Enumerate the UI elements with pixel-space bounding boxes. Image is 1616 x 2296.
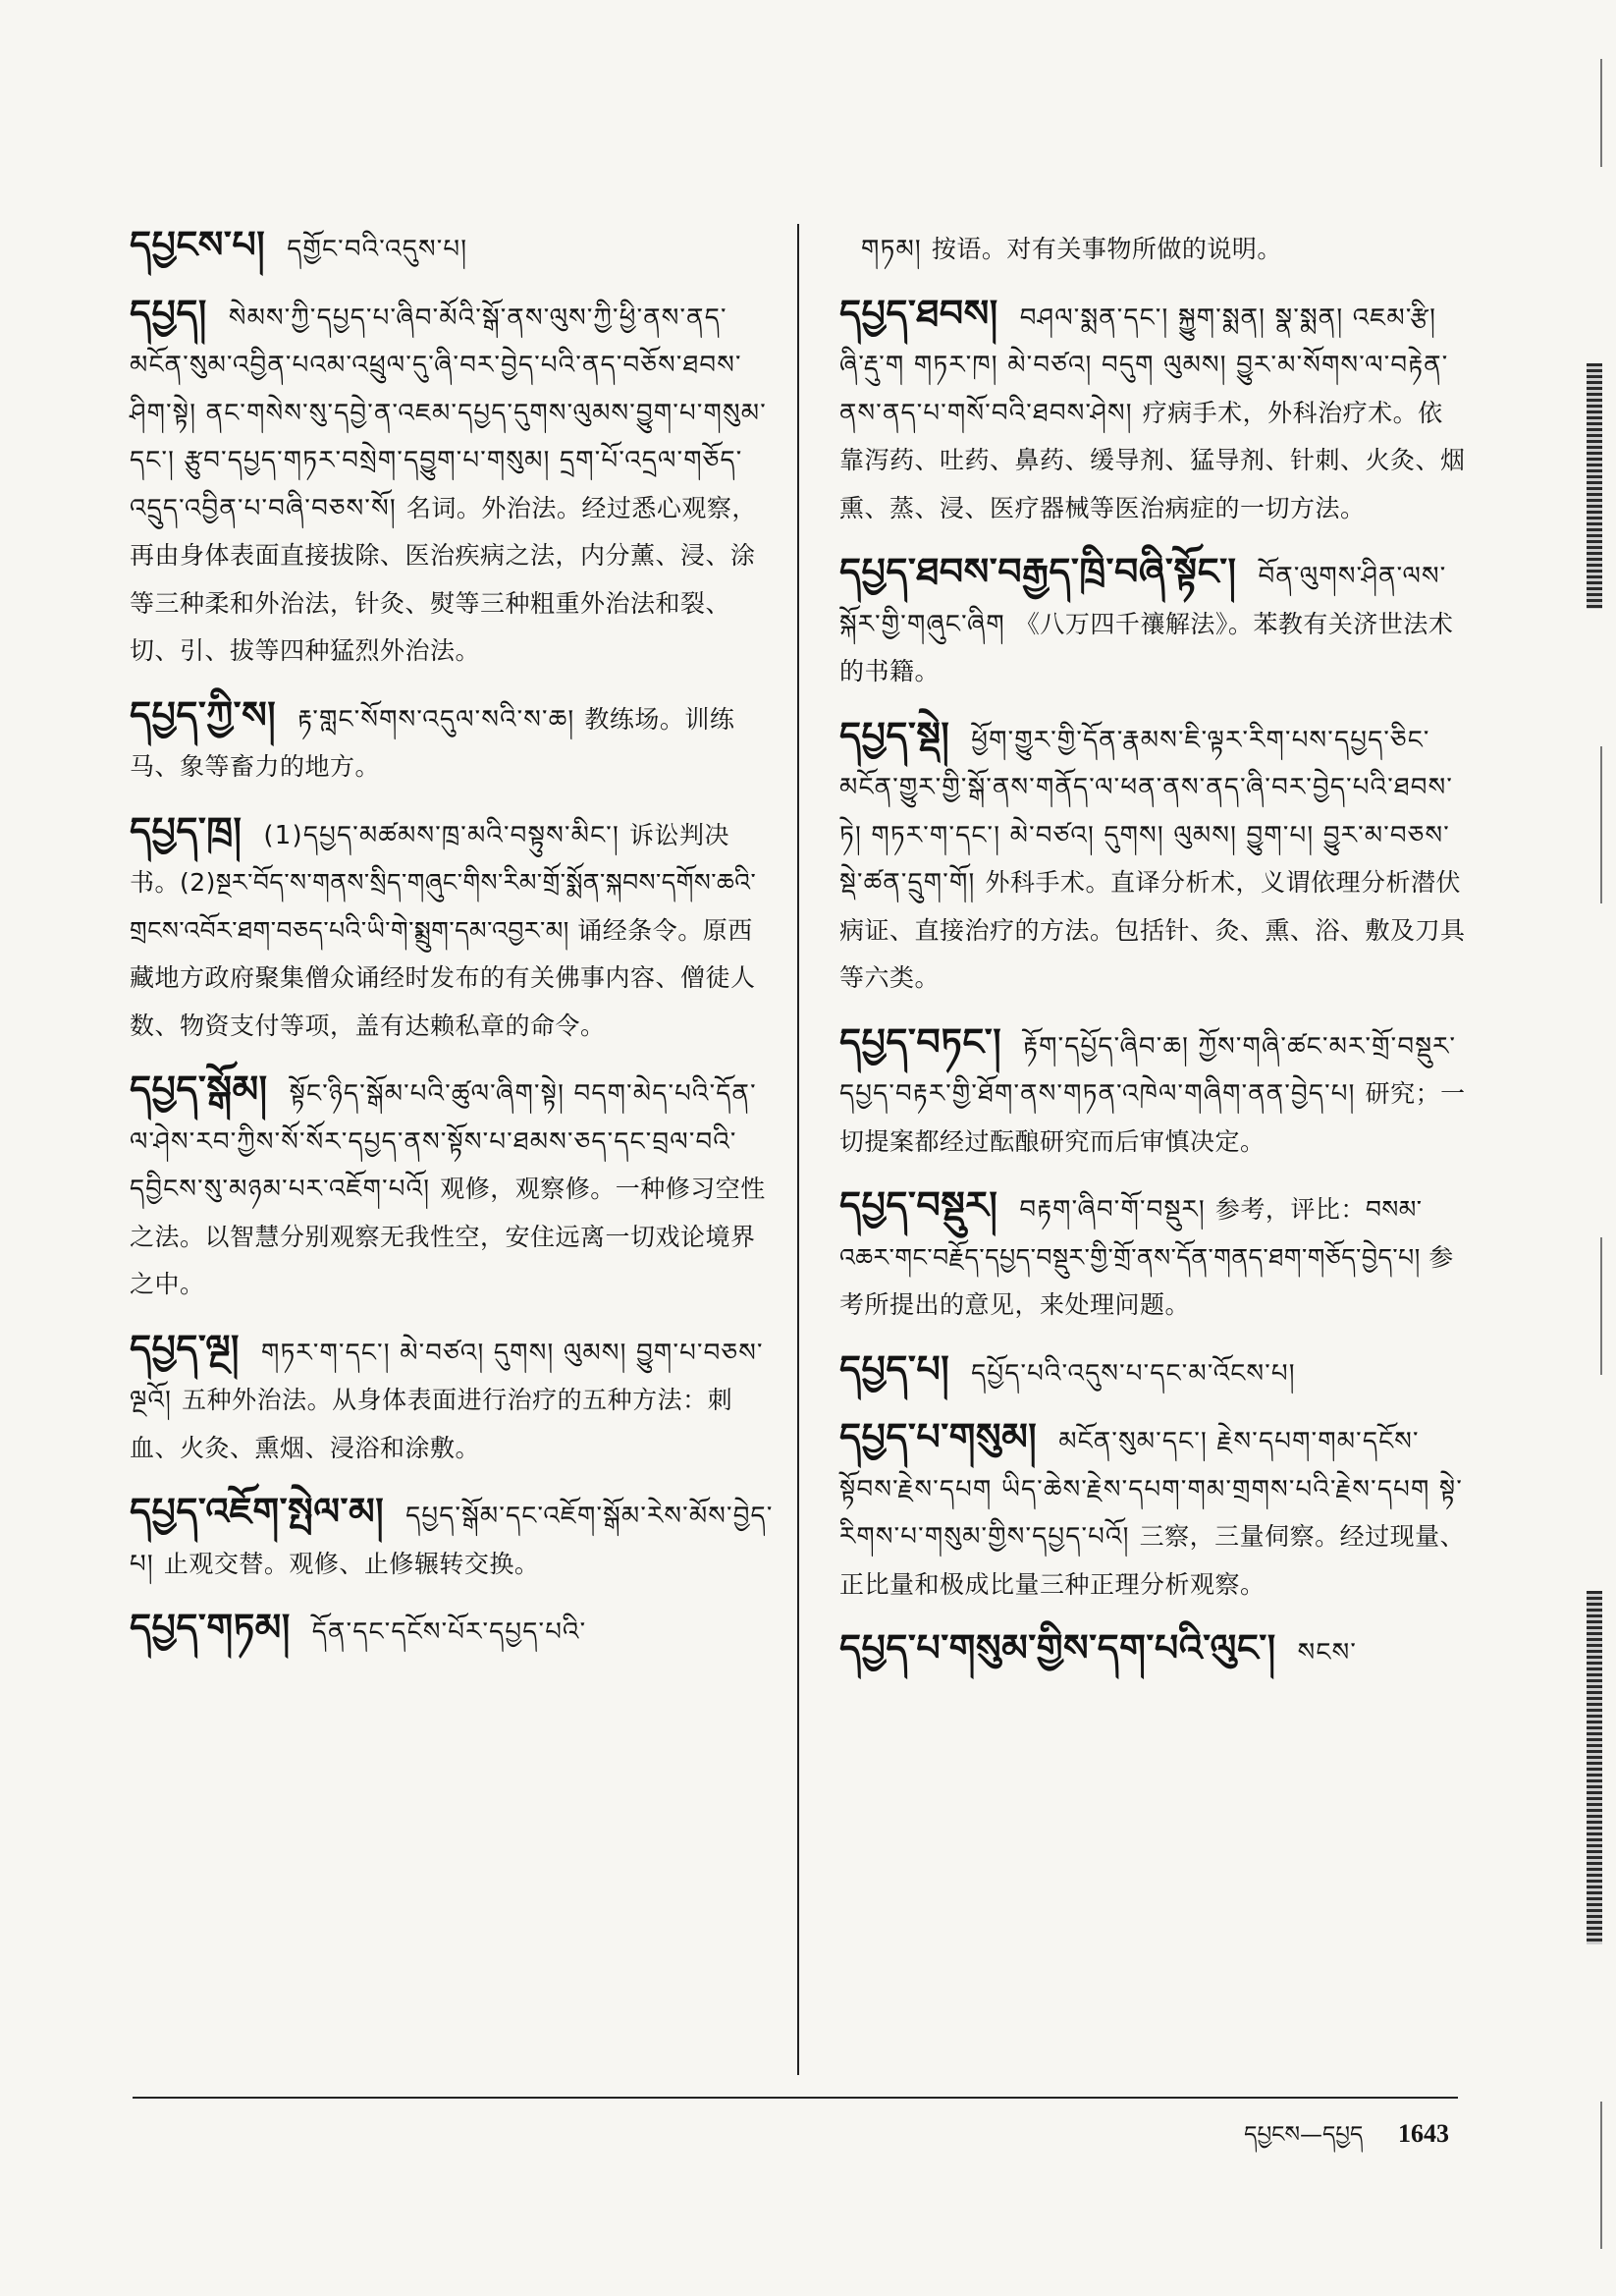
entry-tibetan-definition: སངས་	[1297, 1638, 1358, 1667]
scan-edge-mark	[1587, 363, 1602, 609]
entry	[130, 807, 776, 1051]
entry-tibetan-definition: བོན་ལུགས་ཤིན་ལས་སྐོར་གྱི་གཞུང་ཞིག	[839, 562, 1447, 639]
entry-headword: དཔྱད་པ་གསུམ་གྱིས་དག་པའི་ལུང་།	[839, 1626, 1276, 1669]
scan-margin-marks	[1569, 59, 1608, 2269]
scan-edge-mark	[1600, 2102, 1602, 2249]
scan-edge-mark	[1600, 59, 1602, 167]
entry-chinese-definition: 诉讼判决书。(2)སྔར་བོད་ས་གནས་སྲིད་གཞུང་གིས་རིམ་གྲོ་སྨོན་སྐབས་དགོས་ཆའི་ གྲངས་འབོར་ཐག་བཅད་པའི་ཡི་གེ་སྨྲུག་དམ་འབྱར་མ། 诵经条令。原西藏地方政府聚集僧众诵经时发布的有关佛事内容、僧徒人数、物资支付等项，盖有达赖私章的命令。	[130, 820, 757, 1040]
entry-chinese-definition: 三察，三量伺察。经过现量、正比量和极成比量三种正理分析观察。	[839, 1522, 1466, 1599]
scan-edge-mark	[1587, 1591, 1602, 1944]
entry-tibetan-definition: དཔྱོད་པའི་འདུས་པ་དང་མ་འོངས་པ།	[971, 1358, 1296, 1389]
entry	[839, 548, 1468, 696]
entry	[130, 1488, 776, 1588]
entry	[130, 221, 776, 274]
entry-tibetan-definition: གཏར་ག་དང་། མེ་བཙའ། དུགས། ལུམས། བྱུག་པ་བཅས་ལྔའོ།	[130, 1338, 764, 1415]
entry	[130, 1604, 776, 1657]
entry-chinese-definition: 观修，观察修。一种修习空性之法。以智慧分别观察无我性空，安住远离一切戏论境界之中。	[130, 1175, 766, 1298]
page-number: 1643	[1398, 2119, 1449, 2148]
entry-chinese-definition: 教练场。训练马、象等畜力的地方。	[130, 704, 735, 781]
page-range-label: དཔྱངས—དཔྱད	[1244, 2122, 1364, 2148]
entry-headword: དཔྱད་ཁྲ།	[130, 808, 242, 852]
entry-chinese-definition: 名词。外治法。经过悉心观察，再由身体表面直接拔除、医治疾病之法，内分薰、浸、涂等三种柔和外治法，针灸、熨等三种粗重外治法和裂、切、引、拔等四种猛烈外治法。	[130, 493, 757, 665]
entry-headword: དཔྱད་ལྔ།	[130, 1326, 240, 1370]
entry-headword: དཔྱད་བཏང་།	[839, 1019, 1002, 1064]
entry	[839, 290, 1468, 533]
entry-headword: དཔྱད་སྒོམ།	[130, 1067, 268, 1111]
entry-tibetan-definition: (1)དཔྱད་མཚམས་ཁྲ་མའི་བསྟུས་མིང་།	[263, 820, 619, 850]
entry-headword: དཔྱད་པ།	[839, 1346, 950, 1391]
entry-tibetan-definition: སྟོང་ཉིད་སྒོམ་པའི་ཚུལ་ཞིག་སྟེ། བདག་མེད་པའི་དོན་ལ་ཤེས་རབ་ཀྱིས་སོ་སོར་དཔྱད་ནས་སྟོས་པ་ཐམས་ཅད་དང་བྲལ་བའི་དབྱིངས་སུ་མཉམ་པར་འཇོག་པའོ།	[130, 1079, 757, 1204]
entry	[839, 1018, 1468, 1167]
right-column	[839, 221, 1468, 1693]
entry	[839, 1624, 1468, 1677]
entry-chinese-definition: 参考，评比：བསམ་འཆར་གང་བརྗོད་དཔྱད་བསྡུར་གྱི་གྲོ་ནས་དོན་གནད་ཐག་གཅོད་བྱེད་པ། 参考所提出的意见，来处理问题。	[839, 1195, 1454, 1319]
entry	[839, 1413, 1468, 1609]
entry-tibetan-definition: དཔྱད་སྒོམ་དང་འཇོག་སྒོམ་རེས་མོས་བྱེད་པ།	[130, 1502, 774, 1579]
entry-tibetan-definition: བརྟག་ཞིབ་གོ་བསྡུར།	[1019, 1195, 1206, 1225]
entry-tibetan-definition: ཕྱོག་གྱུར་གྱི་དོན་རྣམས་ཇི་ལྟར་རིག་པས་དཔྱད་ཅིང་མངོན་གྱུར་གྱི་སྒོ་ནས་གནོད་ལ་ཕན་ནས་ནད་ཞི་བར་བྱེད་པའི་ཐབས་ཏེ། གཏར་ག་དང་། མེ་བཙའ། དུགས། ལུམས། བྱུག་པ། བྱུར་མ་བཅས་སྡེ་ཚན་དྲུག་གོ།	[839, 725, 1454, 898]
entry-headword: དཔྱད་ཐབས།	[839, 291, 998, 335]
footer-rule	[133, 2097, 1458, 2099]
entry	[839, 712, 1468, 1003]
entry-tibetan-definition: དོན་དང་དངོས་པོར་དཔྱད་པའི་	[311, 1617, 587, 1647]
entry-chinese-definition: 按语。对有关事物所做的说明。	[931, 235, 1282, 263]
entry-chinese-definition: 五种外治法。从身体表面进行治疗的五种方法：刺血、火灸、熏烟、浸浴和涂敷。	[130, 1386, 733, 1462]
entry-headword: དཔྱད་སྡེ།	[839, 713, 950, 757]
entry-tibetan-definition: རྟོག་དཔྱོད་ཞིབ་ཆ། ཀྱོས་གཞི་ཚང་མར་གྲོ་བསྡུར་དཔྱད་བརྟར་གྱི་ཐོག་ནས་གཏན་འཁེལ་གཞིག་ནན་བྱེད་པ།	[839, 1031, 1457, 1109]
entry-chinese-definition: 外科手术。直译分析术，义谓依理分析潜伏病证、直接治疗的方法。包括针、灸、熏、浴、敷及刀具等六类。	[839, 868, 1466, 992]
entry	[130, 290, 776, 676]
scan-edge-mark	[1600, 1237, 1602, 1375]
entry-headword: དཔྱད།	[130, 291, 207, 335]
entry	[130, 1066, 776, 1309]
entry-tibetan-definition: གཏམ།	[861, 235, 922, 264]
page-footer	[1244, 2109, 1449, 2173]
scan-edge-mark	[1600, 746, 1602, 903]
entry	[839, 221, 1468, 274]
entry-chinese-definition: 止观交替。观修、止修辗转交换。	[163, 1549, 540, 1578]
entry-headword: དཔྱངས་པ།	[130, 223, 266, 266]
entry-tibetan-definition: སེམས་ཀྱི་དཔྱད་པ་ཞིབ་མོའི་སྒོ་ནས་ལུས་ཀྱི་ཕྱི་ནས་ནད་མངོན་སུམ་འབྱིན་པའམ་འཕྲུལ་དུ་ཞི་བར་བྱེད་པའི་ནད་བཅོས་ཐབས་ཤིག་སྟེ། ནང་གསེས་སུ་དབྱེ་ན་འཇམ་དཔྱད་དུགས་ལུམས་བྱུག་པ་གསུམ་དང་། རྩུབ་དཔྱད་གཏར་བསྲེག་དབྱུག་པ་གསུམ། དྲག་པོ་འདྲལ་གཅོད་འདྲུད་འབྱིན་པ་བཞི་བཅས་སོ།	[130, 302, 767, 523]
entry-headword: དཔྱད་གཏམ།	[130, 1606, 291, 1649]
left-column	[130, 221, 776, 1672]
entry-headword: དཔྱད་བསྡུར།	[839, 1183, 998, 1227]
entry	[839, 1181, 1468, 1330]
entry	[130, 1325, 776, 1473]
entry-chinese-definition: 研究；一切提案都经过酝酿研究而后审慎决定。	[839, 1079, 1466, 1156]
entry-headword: དཔྱད་ཐབས་བརྒྱད་ཁྲི་བཞི་སྟོང་།	[839, 550, 1237, 593]
column-divider	[797, 224, 799, 2075]
entry-tibetan-definition: དགྱོང་བའི་འདུས་པ།	[287, 235, 468, 264]
entry-headword: དཔྱད་ཀྱི་ས།	[130, 692, 277, 737]
entry	[839, 1345, 1468, 1398]
entry-tibetan-definition: མངོན་སུམ་དང་། རྗེས་དཔག་གམ་དངོས་སྟོབས་རྗེས་དཔག ཡིད་ཆེས་རྗེས་དཔག་གམ་གྲགས་པའི་རྗེས་དཔག སྟེ་རིགས་པ་གསུམ་གྱིས་དཔྱད་པའོ།	[839, 1427, 1464, 1552]
entry-chinese-definition: 《八万四千禳解法》。苯教有关济世法术的书籍。	[839, 609, 1454, 685]
entry-chinese-definition: 疗病手术，外科治疗术。依靠泻药、吐药、鼻药、缓导剂、猛导剂、针刺、火灸、烟熏、蒸、浸、医疗器械等医治病症的一切方法。	[839, 398, 1466, 522]
entry-tibetan-definition: རྟ་གླང་སོགས་འདུལ་སའི་ས་ཆ།	[297, 704, 575, 735]
entry-headword: དཔྱད་འཇོག་སྤེལ་མ།	[130, 1490, 385, 1533]
entry	[130, 691, 776, 792]
entry-headword: དཔྱད་པ་གསུམ།	[839, 1415, 1038, 1458]
entry-tibetan-definition: བཤལ་སྨན་དང་། སྐྱུག་སྨན། སྣ་སྨན། འཇམ་རྩི། ཞི་རྡུ་ག གཏར་ཁ། མེ་བཙའ། བདུག ལུམས། བྱུར་མ་སོགས་ལ་བརྟེན་ནས་ནད་པ་གསོ་བའི་ཐབས་ཤེས།	[839, 302, 1449, 428]
